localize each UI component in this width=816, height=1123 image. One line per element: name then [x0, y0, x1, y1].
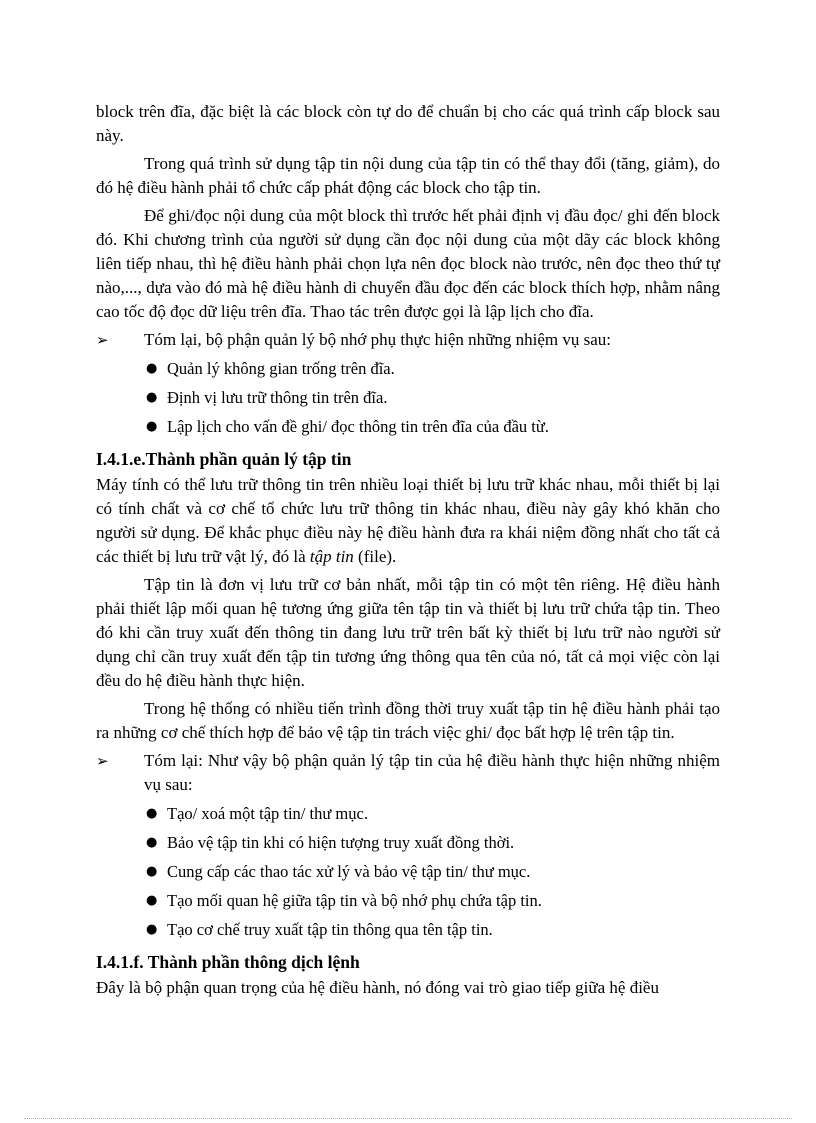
list-item: ● Quản lý không gian trống trên đĩa.: [144, 357, 720, 381]
list-item: ● Tạo/ xoá một tập tin/ thư mục.: [144, 802, 720, 826]
paragraph-file-unit: Tập tin là đơn vị lưu trữ cơ bản nhất, mỗi tập tin có một tên riêng. Hệ điều hành phải thiết lập mối quan hệ tương ứng giữa tên tập tin và thiết bị lưu trữ chứa tập tin. Theo đó khi cần truy xuất đến thông tin đang lưu trữ trên bất kỳ thiết bị lưu trữ nào người sử dụng chỉ cần truy xuất đến tập tin tương ứng thông qua tên của nó, tất cả mọi việc còn lại đều do hệ điều hành thực hiện.: [96, 575, 720, 690]
arrow-bullet-icon: ➢: [96, 752, 109, 770]
bullet-icon: ●: [146, 806, 158, 821]
summary-secondary-memory: [96, 328, 720, 352]
bullet-icon: ●: [146, 419, 158, 434]
section-heading-file-manager: I.4.1.e.Thành phần quản lý tập tin: [96, 449, 352, 469]
bullet-icon: ●: [146, 864, 158, 879]
bullet-icon: ●: [146, 922, 158, 937]
list-item: ● Cung cấp các thao tác xử lý và bảo vệ tập tin/ thư mục.: [144, 860, 720, 884]
list-item: ● Tạo mối quan hệ giữa tập tin và bộ nhớ phụ chứa tập tin.: [144, 889, 720, 913]
paragraph-file-protection: Trong hệ thống có nhiều tiến trình đồng thời truy xuất tập tin hệ điều hành phải tạo ra những cơ chế thích hợp để bảo vệ tập tin trách việc ghi/ đọc bất hợp lệ trên tập tin.: [96, 699, 720, 742]
summary-file-manager-list: [96, 802, 720, 942]
paragraph-block-free: block trên đĩa, đặc biệt là các block còn tự do để chuẩn bị cho các quá trình cấp block sau này.: [96, 102, 720, 145]
list-item: ● Lập lịch cho vấn đề ghi/ đọc thông tin trên đĩa của đầu từ.: [144, 415, 720, 439]
paragraph-command-interpreter: Đây là bộ phận quan trọng của hệ điều hành, nó đóng vai trò giao tiếp giữa hệ điều: [96, 978, 659, 997]
list-item: ● Định vị lưu trữ thông tin trên đĩa.: [144, 386, 720, 410]
bullet-icon: ●: [146, 361, 158, 376]
term-file: tập tin: [309, 547, 354, 566]
bullet-icon: ●: [146, 835, 158, 850]
paragraph-dynamic-allocation: Trong quá trình sử dụng tập tin nội dung của tập tin có thể thay đổi (tăng, giảm), do đó hệ điều hành phải tổ chức cấp phát động các block cho tập tin.: [96, 154, 720, 197]
summary-text: Tóm lại, bộ phận quản lý bộ nhớ phụ thực hiện những nhiệm vụ sau:: [144, 330, 611, 349]
arrow-bullet-icon: ➢: [96, 331, 109, 349]
paragraph-file-concept: Máy tính có thể lưu trữ thông tin trên nhiều loại thiết bị lưu trữ khác nhau, mỗi thiết bị lại có tính chất và cơ chế tổ chức lưu trữ thông tin khác nhau, điều này gây khó khăn cho người sử dụng. Để khắc phục điều này hệ điều hành đưa ra khái niệm đồng nhất cho tất cả các thiết bị lưu trữ vật lý, đó là tập tin (file).: [96, 475, 720, 566]
page-bottom-divider: [24, 1118, 792, 1119]
summary-secondary-memory-list: [96, 357, 720, 439]
document-page: [96, 100, 720, 1000]
summary-text: Tóm lại: Như vậy bộ phận quản lý tập tin của hệ điều hành thực hiện những nhiệm vụ sau:: [144, 751, 720, 794]
bullet-icon: ●: [146, 893, 158, 908]
list-item: ● Bảo vệ tập tin khi có hiện tượng truy xuất đồng thời.: [144, 831, 720, 855]
section-heading-command-interpreter: I.4.1.f. Thành phần thông dịch lệnh: [96, 952, 360, 972]
summary-file-manager: [96, 749, 720, 797]
bullet-icon: ●: [146, 390, 158, 405]
paragraph-disk-scheduling: Để ghi/đọc nội dung của một block thì trước hết phải định vị đầu đọc/ ghi đến block đó. Khi chương trình của người sử dụng cần đọc nội dung của một dãy các block không liên tiếp nhau, thì hệ điều hành phải chọn lựa nên đọc block nào trước, nên đọc theo thứ tự nào,..., dựa vào đó mà hệ điều hành di chuyển đầu đọc đến các block thích hợp, nhằm nâng cao tốc độ đọc dữ liệu trên đĩa. Thao tác trên được gọi là lập lịch cho đĩa.: [96, 206, 720, 321]
list-item: ● Tạo cơ chế truy xuất tập tin thông qua tên tập tin.: [144, 918, 720, 942]
